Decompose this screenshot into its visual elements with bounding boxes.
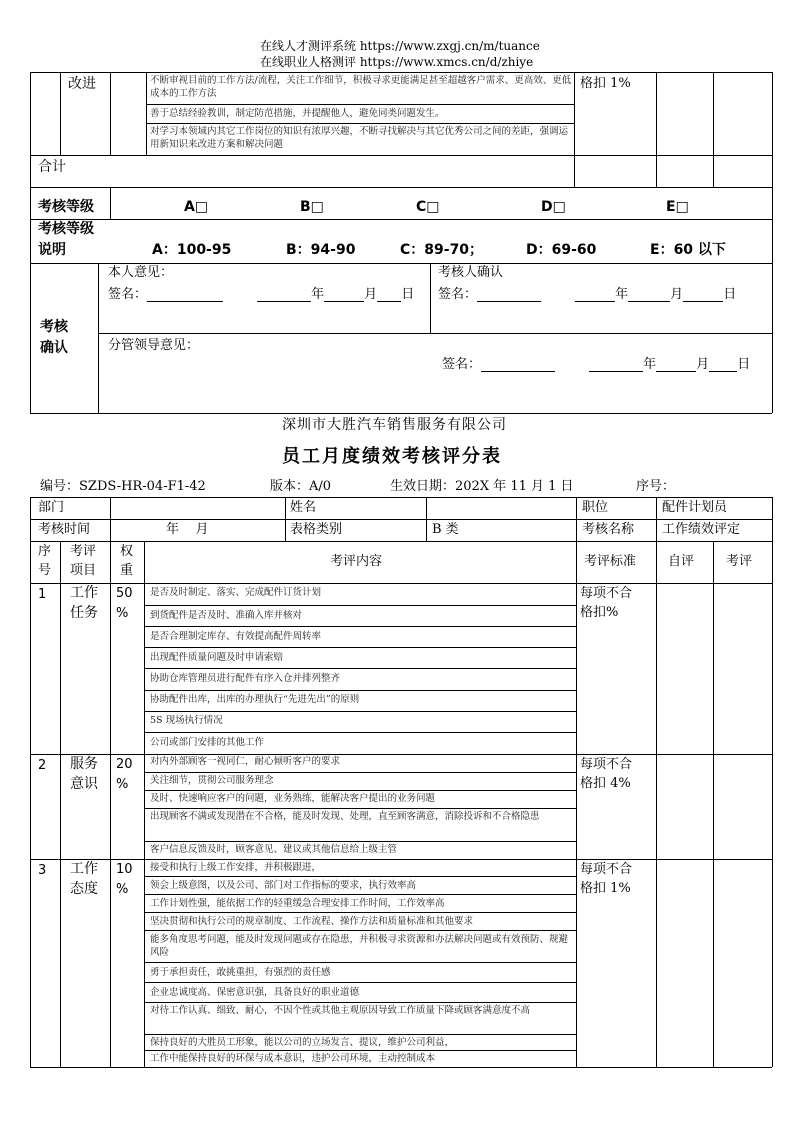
position-label: 职位: [582, 500, 609, 515]
col-weight-1: 权: [120, 544, 134, 559]
section-3-row-10: 工作中能保持良好的环保与成本意识，违护公司环境，主动控制成本: [150, 1053, 436, 1064]
form-code: 编号：SZDS-HR-04-F1-42: [40, 479, 206, 494]
section-2-row-4: 出现顾客不满或发现潜在不合格，能及时发现、处理，直至顾客满意，消除投诉和不合格隐患: [150, 811, 540, 822]
section-3-seq: 3: [38, 863, 47, 878]
seq-number: 序号：: [636, 479, 676, 494]
col-self: 自评: [668, 554, 695, 569]
section-2-standard-1: 每项不合: [580, 757, 633, 772]
section-1-row-8: 公司或部门安排的其他工作: [150, 737, 265, 748]
position-value: 配件计划员: [662, 500, 728, 515]
grade-desc-label-1: 考核等级: [38, 221, 94, 237]
section-3-weight-2: %: [116, 882, 129, 897]
grade-a[interactable]: A□: [184, 199, 209, 215]
grade-desc-label-2: 说明: [38, 242, 66, 258]
section-1-row-1: 是否及时制定、落实、完成配件订货计划: [150, 587, 322, 598]
confirm-label-1: 考核: [40, 319, 68, 335]
section-1-row-7: 5S 现场执行情况: [150, 715, 223, 726]
self-opinion-label: 本人意见：: [108, 265, 174, 280]
section-1-weight-2: %: [116, 606, 129, 621]
effective-date: 生效日期：202X 年 11 月 1 日: [390, 479, 574, 494]
section-1-row-4: 出现配件质量问题及时申请索赔: [150, 652, 284, 663]
section-2-row-3: 及时、快速响应客户的问题，业务熟练，能解决客户提出的业务问题: [150, 793, 436, 804]
section-1-row-3: 是否合理制定库存、有效提高配件周转率: [150, 631, 322, 642]
name-field[interactable]: [427, 498, 575, 518]
section-3-standard-2: 格扣 1%: [580, 881, 631, 896]
grade-d[interactable]: D□: [541, 199, 566, 215]
section-2-self-score[interactable]: [657, 755, 712, 858]
section-1-assess-score[interactable]: [714, 584, 771, 753]
col-seq-1: 序: [38, 544, 52, 559]
form-version: 版本：A/0: [270, 479, 332, 494]
dept-label: 部门: [38, 500, 65, 515]
section-2-seq: 2: [38, 758, 47, 773]
section-1-row-6: 协助配件出库，出库的办理执行“先进先出”的原则: [150, 694, 360, 705]
section-3-item-1: 工作: [70, 861, 98, 877]
improve-item-2: 善于总结经验教训，制定防范措施，并提醒他人，避免同类问题发生。: [150, 108, 445, 119]
grade-e[interactable]: E□: [666, 199, 689, 215]
section-3-weight-1: 10: [116, 862, 133, 877]
section-3-row-4: 坚决贯彻和执行公司的规章制度、工作流程、操作方法和质量标准和其他要求: [150, 916, 474, 927]
col-item-2: 项目: [70, 563, 97, 578]
section-3-self-score[interactable]: [657, 860, 712, 1066]
section-2-row-1: 对内外部顾客一视同仁，耐心倾听客户的要求: [150, 756, 341, 767]
improve-item-3: 对学习本领域内其它工作岗位的知识有浓厚兴趣，不断寻找解决与其它优秀公司之间的差距，强调运用新知识来改进方案和解决问题: [150, 126, 569, 150]
section-3-row-3: 工作计划性强，能依据工作的轻重缓急合理安排工作时间，工作效率高: [150, 898, 445, 909]
section-1-self-score[interactable]: [657, 584, 712, 753]
page-title: 员工月度绩效考核评分表: [282, 446, 502, 467]
col-standard: 考评标准: [584, 554, 637, 569]
grade-desc-e: E：60 以下: [650, 242, 726, 258]
section-3-item-2: 态度: [70, 881, 98, 897]
section-1-standard-1: 每项不合: [580, 586, 633, 601]
company-name: 深圳市大胜汽车销售服务有限公司: [282, 417, 507, 433]
col-item-1: 考评: [70, 544, 97, 559]
assess-name-label: 考核名称: [582, 522, 635, 537]
form-type-label: 表格类别: [290, 522, 343, 537]
header-line-2: 在线职业人格测评 https://www.xmcs.cn/d/zhiye: [260, 55, 534, 69]
section-2-item-1: 服务: [70, 756, 98, 772]
grade-b[interactable]: B□: [300, 199, 324, 215]
section-1-item-2: 任务: [70, 605, 98, 621]
leader-sign[interactable]: 签名： 年 月 日: [442, 357, 751, 372]
col-assess: 考评: [726, 554, 753, 569]
section-3-standard-1: 每项不合: [580, 862, 633, 877]
header-line-1: 在线人才测评系统 https://www.zxgj.cn/m/tuance: [260, 39, 540, 53]
section-3-row-9: 保持良好的大胜员工形象，能以公司的立场发言、提议，维护公司利益，: [150, 1037, 455, 1048]
section-3-row-5: 能多角度思考问题，能及时发现问题或存在隐患，并积极寻求资源和办法解决问题或有效预防、规避风险: [150, 934, 569, 958]
period-value[interactable]: 年 月: [166, 522, 209, 537]
grade-c[interactable]: C□: [416, 199, 440, 215]
section-2-weight-2: %: [116, 777, 129, 792]
section-2-item-2: 意识: [70, 776, 98, 792]
grade-desc-d: D：69-60: [526, 242, 597, 258]
grade-desc-a: A：100-95: [152, 242, 232, 258]
section-3-row-6: 勇于承担责任，敢挑重担，有强烈的责任感: [150, 967, 331, 978]
section-3-row-8: 对待工作认真、细致、耐心，不因个性或其他主观原因导致工作质量下降或顾客满意度不高: [150, 1005, 531, 1016]
dept-field[interactable]: [111, 498, 284, 518]
section-1-row-5: 协助仓库管理员进行配件有序入仓并排列整齐: [150, 673, 341, 684]
col-weight-2: 重: [120, 563, 134, 578]
confirm-label-2: 确认: [40, 340, 68, 356]
section-2-row-5: 客户信息反馈及时，顾客意见、建议或其他信息给上级主管: [150, 844, 398, 855]
section-3-row-7: 企业忠诚度高、保密意识强，具备良好的职业道德: [150, 987, 360, 998]
grade-label: 考核等级: [38, 199, 94, 215]
period-label: 考核时间: [38, 522, 91, 537]
section-2-weight-1: 20: [116, 757, 133, 772]
improve-standard: 格扣 1%: [580, 76, 631, 91]
section-3-row-1: 接受和执行上级工作安排，并积极跟进，: [150, 862, 322, 873]
assessor-sign[interactable]: 签名： 年 月 日: [438, 287, 737, 302]
assessor-confirm-label: 考核人确认: [438, 265, 504, 280]
section-2-row-2: 关注细节，贯彻公司服务理念: [150, 775, 274, 786]
section-3-assess-score[interactable]: [714, 860, 771, 1066]
total-label: 合计: [38, 159, 66, 175]
section-1-weight-1: 50: [116, 586, 133, 601]
grade-desc-b: B：94-90: [286, 242, 356, 258]
name-label: 姓名: [290, 500, 317, 515]
section-1-item-1: 工作: [70, 585, 98, 601]
form-type-value: B 类: [432, 522, 459, 537]
section-1-row-2: 到货配件是否及时、准确入库并核对: [150, 610, 303, 621]
improve-label: 改进: [68, 76, 96, 92]
leader-opinion-label: 分管领导意见：: [108, 338, 200, 353]
grade-desc-c: C：89-70；: [400, 242, 484, 258]
col-content: 考评内容: [330, 554, 383, 569]
section-1-seq: 1: [38, 587, 47, 602]
col-seq-2: 号: [38, 563, 52, 578]
section-3-row-2: 领会上级意图，以及公司、部门对工作指标的要求，执行效率高: [150, 880, 417, 891]
section-1-standard-2: 格扣%: [580, 605, 619, 620]
section-2-standard-2: 格扣 4%: [580, 776, 631, 791]
improve-item-1: 不断审视目前的工作方法/流程，关注工作细节，积极寻求更能满足甚至超越客户需求、更高效、更低成本的工作方法: [150, 75, 572, 99]
assess-name-value: 工作绩效评定: [662, 522, 741, 537]
section-2-assess-score[interactable]: [714, 755, 771, 858]
self-sign[interactable]: 签名： 年 月 日: [108, 287, 415, 302]
